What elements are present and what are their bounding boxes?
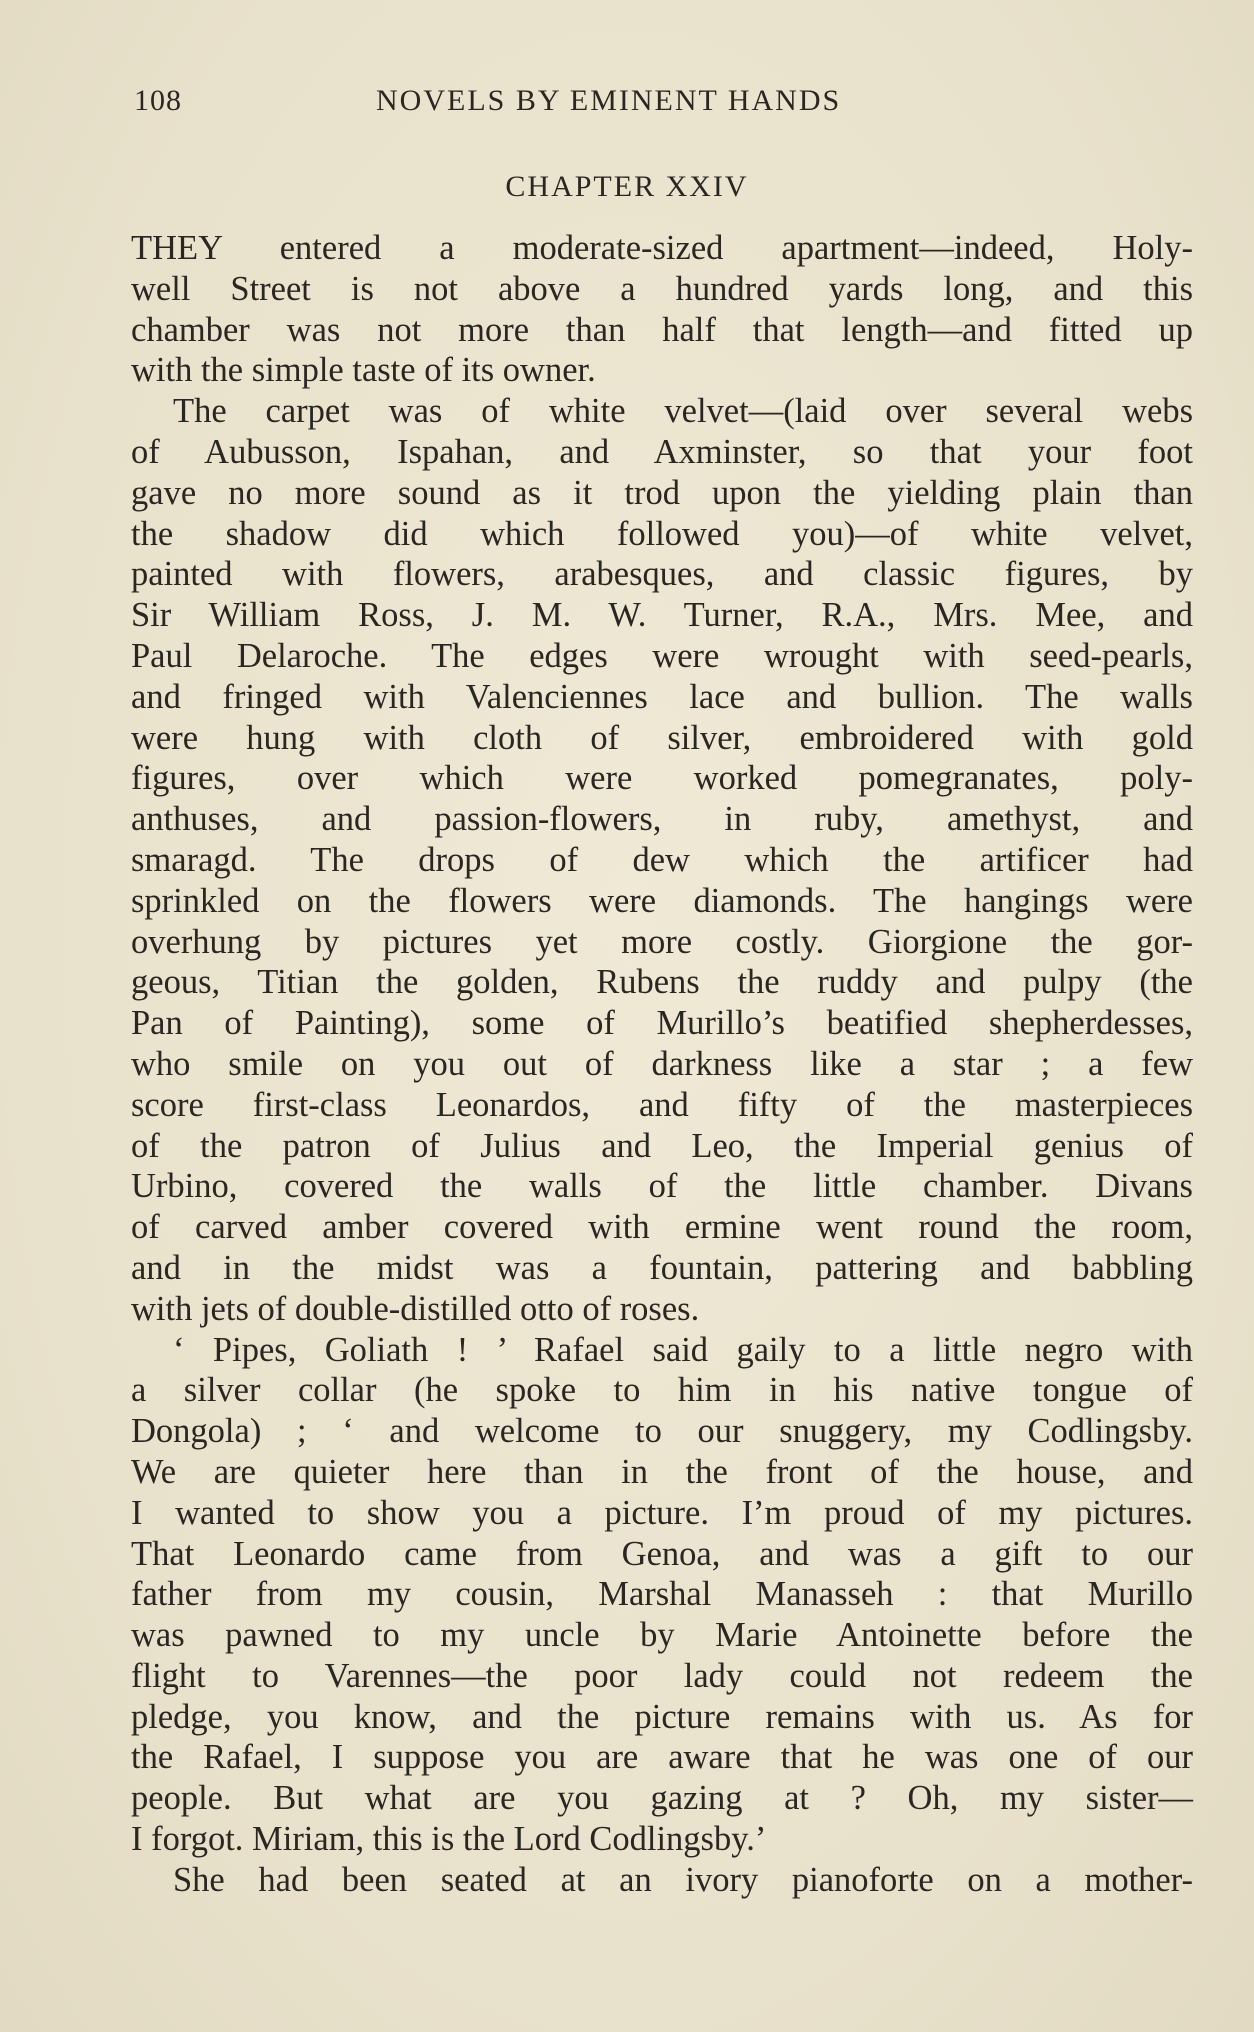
text-line: gave no more sound as it trod upon the yielding plain than <box>131 473 1193 512</box>
text-line: who smile on you out of darkness like a star ; a few <box>131 1044 1193 1083</box>
text-line: painted with flowers, arabesques, and classic figures, by <box>131 555 1193 594</box>
text-line: people. But what are you gazing at ? Oh, my sister— <box>131 1779 1193 1818</box>
text-line: of carved amber covered with ermine went round the room, <box>131 1208 1193 1247</box>
text-line: Dongola) ; ‘ and welcome to our snuggery, my Codlingsby. <box>131 1412 1193 1451</box>
text-line: overhung by pictures yet more costly. Giorgione the gor- <box>131 922 1193 961</box>
text-line: anthuses, and passion-flowers, in ruby, amethyst, and <box>131 800 1193 839</box>
text-line: Paul Delaroche. The edges were wrought with seed-pearls, <box>131 636 1193 675</box>
text-line: Sir William Ross, J. M. W. Turner, R.A., Mrs. Mee, and <box>131 596 1193 635</box>
text-line: Pan of Painting), some of Murillo’s beatified shepherdesses, <box>131 1004 1193 1043</box>
text-line: sprinkled on the flowers were diamonds. The hangings were <box>131 881 1193 920</box>
text-line: figures, over which were worked pomegranates, poly- <box>131 759 1193 798</box>
text-line: That Leonardo came from Genoa, and was a gift to our <box>131 1534 1193 1573</box>
book-title: NOVELS BY EMINENT HANDS <box>376 84 842 117</box>
text-line: father from my cousin, Marshal Manasseh : that Murillo <box>131 1575 1193 1614</box>
text-line: well Street is not above a hundred yards long, and this <box>131 269 1193 308</box>
text-line: Urbino, covered the walls of the little chamber. Divans <box>131 1167 1193 1206</box>
text-line: ‘ Pipes, Goliath ! ’ Rafael said gaily to a little negro with <box>173 1330 1193 1369</box>
text-line: She had been seated at an ivory pianoforte on a mother- <box>173 1860 1193 1899</box>
text-line: flight to Varennes—the poor lady could not redeem the <box>131 1656 1193 1695</box>
text-line: of Aubusson, Ispahan, and Axminster, so that your foot <box>131 432 1193 471</box>
text-line: the shadow did which followed you)—of white velvet, <box>131 514 1193 553</box>
text-line: We are quieter here than in the front of the house, and <box>131 1452 1193 1491</box>
running-head <box>134 84 1194 128</box>
page-number: 108 <box>134 84 182 117</box>
text-line: the Rafael, I suppose you are aware that he was one of our <box>131 1738 1193 1777</box>
text-line: and fringed with Valenciennes lace and bullion. The walls <box>131 677 1193 716</box>
text-line: smaragd. The drops of dew which the artificer had <box>131 840 1193 879</box>
text-line: of the patron of Julius and Leo, the Imperial genius of <box>131 1126 1193 1165</box>
text-line: with the simple taste of its owner. <box>131 351 596 390</box>
text-line: geous, Titian the golden, Rubens the ruddy and pulpy (the <box>131 963 1193 1002</box>
text-line: with jets of double-distilled otto of roses. <box>131 1289 700 1328</box>
text-line: pledge, you know, and the picture remains with us. As for <box>131 1697 1193 1736</box>
text-line: were hung with cloth of silver, embroidered with gold <box>131 718 1193 757</box>
text-line: I forgot. Miriam, this is the Lord Codlingsby.’ <box>131 1820 767 1859</box>
text-line: I wanted to show you a picture. I’m proud of my pictures. <box>131 1493 1193 1532</box>
text-line: chamber was not more than half that length—and fitted up <box>131 310 1193 349</box>
text-line: a silver collar (he spoke to him in his native tongue of <box>131 1371 1193 1410</box>
text-line: was pawned to my uncle by Marie Antoinette before the <box>131 1616 1193 1655</box>
body-text <box>131 228 1193 1901</box>
text-line: score first-class Leonardos, and fifty of the masterpieces <box>131 1085 1193 1124</box>
text-line: and in the midst was a fountain, pattering and babbling <box>131 1248 1193 1287</box>
text-line: The carpet was of white velvet—(laid over several webs <box>173 392 1193 431</box>
chapter-title: CHAPTER XXIV <box>505 170 749 203</box>
text-line: THEY entered a moderate-sized apartment—indeed, Holy- <box>131 229 1193 267</box>
